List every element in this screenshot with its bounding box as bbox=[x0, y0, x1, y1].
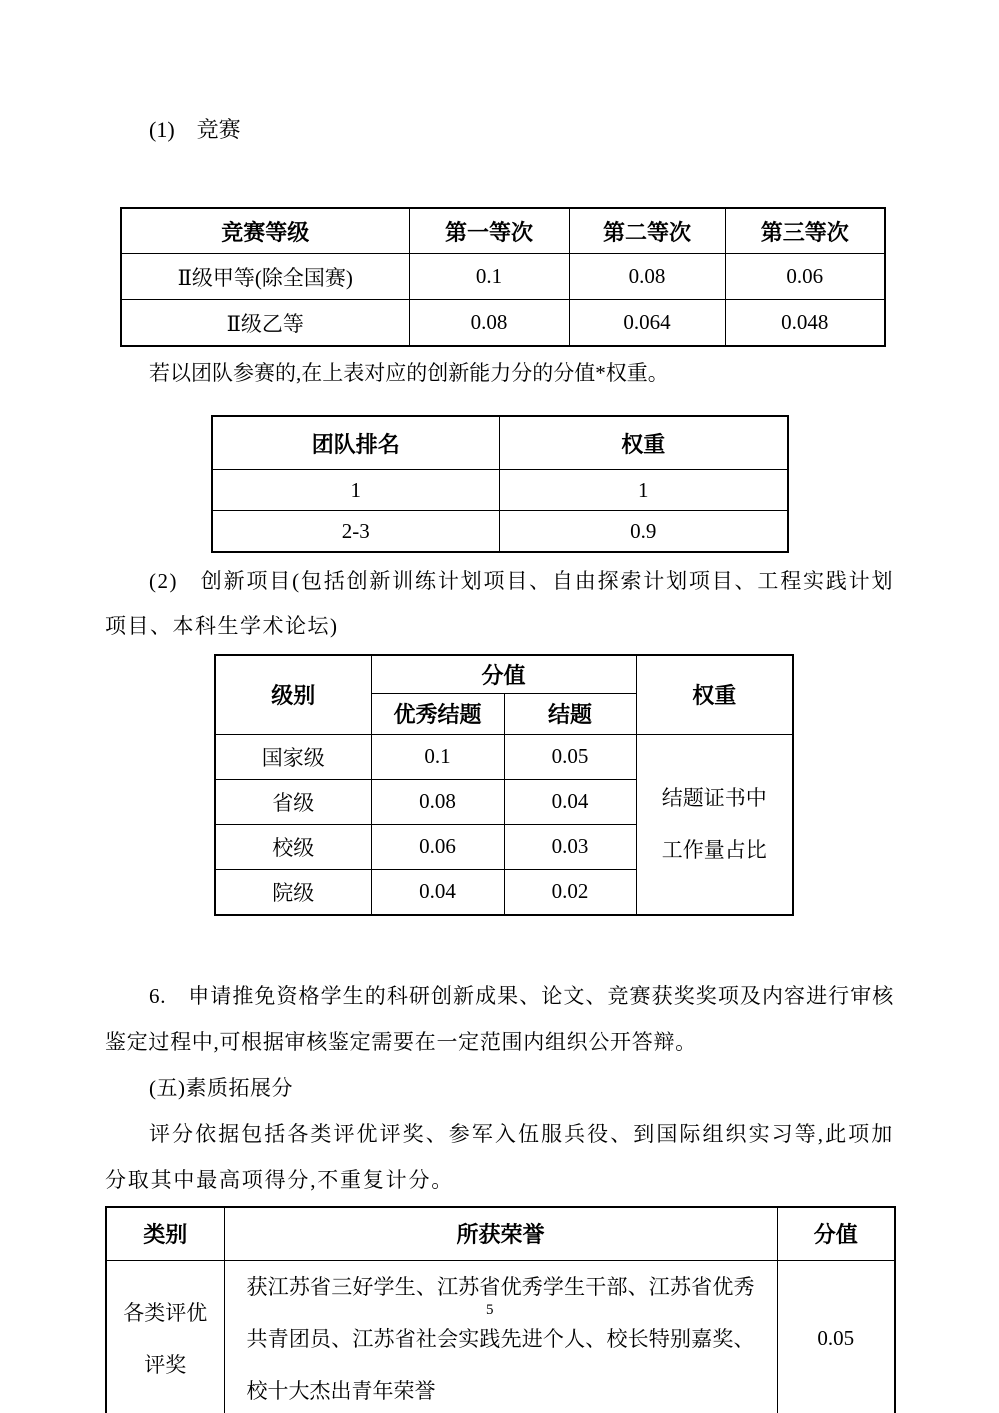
quality-honor-table bbox=[105, 1206, 896, 1413]
col-header-team-rank: 团队排名 bbox=[212, 416, 500, 470]
score-cell: 0.05 bbox=[777, 1260, 895, 1413]
table-row bbox=[106, 1260, 895, 1413]
table-header-row bbox=[121, 208, 885, 254]
table-row bbox=[212, 511, 788, 553]
col-header-second-tier: 第二等次 bbox=[569, 208, 725, 254]
cell-value: 0.08 bbox=[569, 254, 725, 300]
col-subheader-completion: 结题 bbox=[504, 693, 636, 734]
row-label: 校级 bbox=[215, 824, 371, 869]
col-header-weight: 权重 bbox=[636, 655, 793, 734]
col-header-honor: 所获荣誉 bbox=[224, 1207, 777, 1261]
cell-value: 0.1 bbox=[371, 734, 504, 779]
cell-value: 1 bbox=[212, 470, 500, 511]
cell-value: 0.02 bbox=[504, 869, 636, 915]
cell-value: 0.05 bbox=[504, 734, 636, 779]
table-header-row bbox=[106, 1207, 895, 1261]
cell-value: 0.04 bbox=[371, 869, 504, 915]
cell-value: 0.9 bbox=[500, 511, 788, 553]
col-header-category: 类别 bbox=[106, 1207, 224, 1261]
page-number: 5 bbox=[486, 1302, 494, 1318]
cell-value: 0.1 bbox=[409, 254, 569, 300]
cell-value: 0.04 bbox=[504, 779, 636, 824]
cell-value: 0.06 bbox=[371, 824, 504, 869]
cell-value: 0.064 bbox=[569, 300, 725, 347]
col-header-competition-level: 竞赛等级 bbox=[121, 208, 409, 254]
weight-note-cell bbox=[636, 734, 793, 915]
honor-cell: 获江苏省三好学生、江苏省优秀学生干部、江苏省优秀共青团员、江苏省社会实践先进个人、校长特别嘉奖、校十大杰出青年荣誉 bbox=[224, 1260, 777, 1413]
section-heading-competition: (1) 竞赛 bbox=[149, 117, 241, 142]
team-weight-note: 若以团队参赛的,在上表对应的创新能力分的分值*权重。 bbox=[149, 361, 669, 385]
cell-value: 0.08 bbox=[409, 300, 569, 347]
table-row bbox=[121, 300, 885, 347]
quality-scoring-basis-paragraph: 评分依据包括各类评优评奖、参军入伍服兵役、到国际组织实习等,此项加分取其中最高项得分,不重复计分。 bbox=[105, 1121, 894, 1192]
section-heading-quality-extension: (五)素质拓展分 bbox=[149, 1075, 293, 1100]
cell-value: 0.048 bbox=[725, 300, 885, 347]
col-header-weight: 权重 bbox=[500, 416, 788, 470]
competition-score-table bbox=[120, 207, 886, 347]
innovation-project-table bbox=[214, 654, 794, 916]
table-header-row bbox=[215, 655, 793, 693]
cell-value: 0.03 bbox=[504, 824, 636, 869]
cell-value: 0.08 bbox=[371, 779, 504, 824]
table-row bbox=[121, 254, 885, 300]
section-heading-innovation: (2) 创新项目(包括创新训练计划项目、自由探索计划项目、工程实践计划项目、本科生学术论坛) bbox=[105, 569, 894, 638]
table-header-row bbox=[212, 416, 788, 470]
col-header-score: 分值 bbox=[777, 1207, 895, 1261]
category-cell: 各类评优评奖 bbox=[106, 1260, 224, 1413]
cell-value: 1 bbox=[500, 470, 788, 511]
cell-value: 2-3 bbox=[212, 511, 500, 553]
review-defense-paragraph: 6. 申请推免资格学生的科研创新成果、论文、竞赛获奖奖项及内容进行审核鉴定过程中,可根据审核鉴定需要在一定范围内组织公开答辩。 bbox=[105, 983, 894, 1054]
table-row bbox=[212, 470, 788, 511]
team-rank-weight-table bbox=[211, 415, 789, 553]
col-header-third-tier: 第三等次 bbox=[725, 208, 885, 254]
table-row bbox=[215, 734, 793, 779]
weight-note-line: 工作量占比 bbox=[661, 838, 767, 862]
row-label: 国家级 bbox=[215, 734, 371, 779]
col-header-first-tier: 第一等次 bbox=[409, 208, 569, 254]
row-label: 院级 bbox=[215, 869, 371, 915]
cell-value: 0.06 bbox=[725, 254, 885, 300]
col-subheader-excellent-completion: 优秀结题 bbox=[371, 693, 504, 734]
row-label: Ⅱ级乙等 bbox=[121, 300, 409, 347]
col-header-score: 分值 bbox=[371, 655, 636, 693]
col-header-level: 级别 bbox=[215, 655, 371, 734]
row-label: 省级 bbox=[215, 779, 371, 824]
weight-note-line: 结题证书中 bbox=[661, 786, 767, 810]
row-label: Ⅱ级甲等(除全国赛) bbox=[121, 254, 409, 300]
